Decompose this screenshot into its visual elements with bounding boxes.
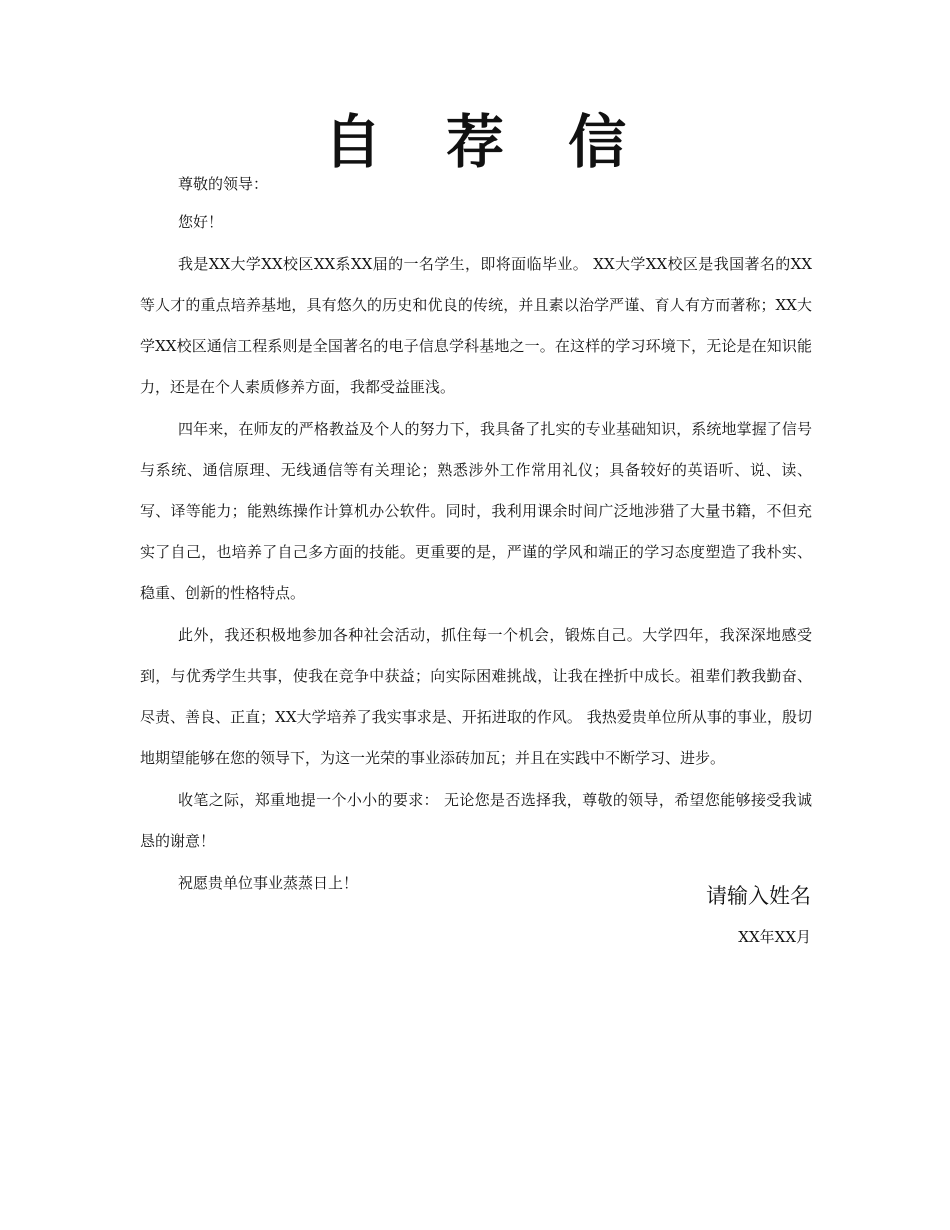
paragraph-skills: 四年来，在师友的严格教益及个人的努力下，我具备了扎实的专业基础知识，系统地掌握了信号与系统、通信原理、无线通信等有关理论；熟悉涉外工作常用礼仪；具备较好的英语听、说、读、写、译等能力；能熟练操作计算机办公软件。同时，我利用课余时间广泛地涉猎了大量书籍，不但充实了自己，也培养了自己多方面的技能。更重要的是，严谨的学风和端正的学习态度塑造了我朴实、稳重、创新的性格特点。 [140, 420, 812, 602]
signature-name[interactable]: 请输入姓名 [706, 884, 811, 908]
salutation: 尊敬的领导： [178, 175, 269, 193]
paragraph-intro: 我是XX大学XX校区XX系XX届的一名学生，即将面临毕业。 XX大学XX校区是我国著名的XX等人才的重点培养基地，具有悠久的历史和优良的传统，并且素以治学严谨、育人有方而著称；XX大学XX校区通信工程系则是全国著名的电子信息学科基地之一。在这样的学习环境下，无论是在知识能力，还是在个人素质修养方面，我都受益匪浅。 [140, 255, 812, 396]
paragraph-request: 收笔之际，郑重地提一个小小的要求： 无论您是否选择我，尊敬的领导，希望您能够接受我诚恳的谢意！ [140, 791, 812, 850]
signature-date: XX年XX月 [738, 928, 811, 946]
letter-body [140, 166, 812, 904]
letter-title: 自 荐 信 [323, 108, 649, 176]
paragraph-activities: 此外，我还积极地参加各种社会活动，抓住每一个机会，锻炼自己。大学四年，我深深地感受到，与优秀学生共事，使我在竞争中获益；向实际困难挑战，让我在挫折中成长。祖辈们教我勤奋、尽责、善良、正直；XX大学培养了我实事求是、开拓进取的作风。 我热爱贵单位所从事的事业，殷切地期望能够在您的领导下，为这一光荣的事业添砖加瓦；并且在实践中不断学习、进步。 [140, 626, 812, 767]
greeting: 您好！ [178, 213, 224, 231]
closing-wish: 祝愿贵单位事业蒸蒸日上！ [178, 874, 359, 892]
